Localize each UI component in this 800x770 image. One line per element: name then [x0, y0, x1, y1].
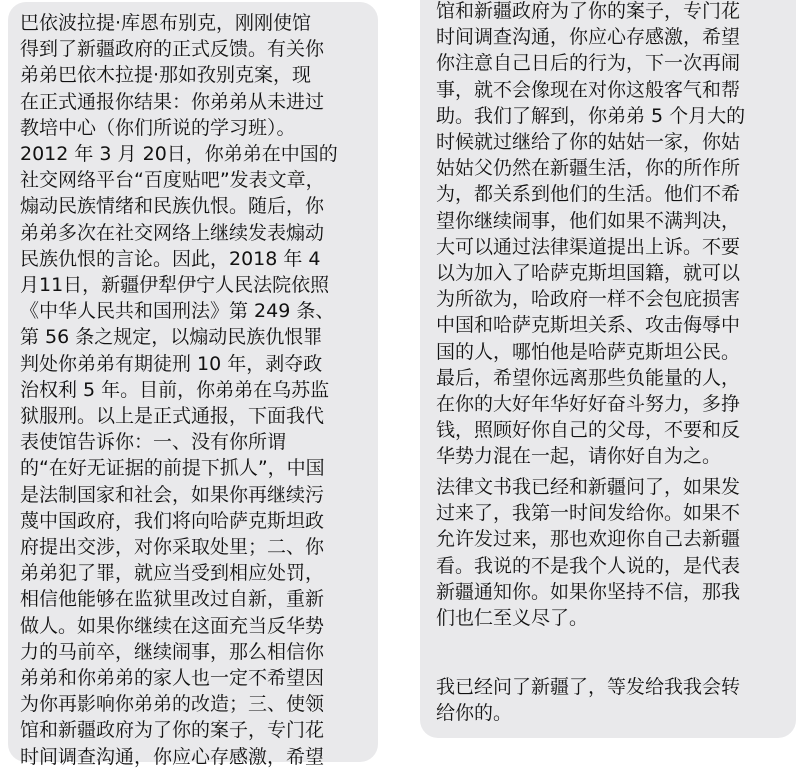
message-line: 法律文书我已经和新疆问了，如果发 [436, 476, 741, 498]
message-line: 弟弟和你弟弟的家人也一定不希望因 [20, 667, 325, 690]
message-line: 看。我说的不是我个人说的，是代表 [436, 554, 741, 577]
message-line: 为你再影响你弟弟的改造；三、使领 [20, 693, 325, 716]
message-line: 国的人，哪怕他是哈萨克斯坦公民。 [436, 340, 741, 363]
message-line: 力的马前卒，继续闹事，那么相信你 [20, 640, 325, 663]
message-line: 月11日，新疆伊犁伊宁人民法院依照 [20, 274, 330, 297]
message-line: 《中华人民共和国刑法》第 249 条、 [20, 300, 335, 323]
message-line: 在正式通报你结果：你弟弟从未进过 [20, 90, 325, 113]
message-line: 弟弟多次在社交网络上继续发表煽动 [20, 221, 325, 244]
message-line: 民族仇恨的言论。因此，2018 年 4 [20, 247, 321, 270]
message-line: 煽动民族情绪和民族仇恨。随后，你 [20, 195, 325, 218]
message-line: 华势力混在一起，请你好自为之。 [436, 445, 722, 468]
message-line: 教培中心（你们所说的学习班）。 [20, 116, 296, 139]
message-line: 馆和新疆政府为了你的案子，专门花 [436, 0, 741, 22]
message-line: 2012 年 3 月 20日，你弟弟在中国的 [20, 143, 338, 166]
left-screenshot-panel [0, 0, 396, 768]
message-line: 蔑中国政府，我们将向哈萨克斯坦政 [20, 509, 325, 532]
message-line: 允许发过来，那也欢迎你自己去新疆 [436, 528, 741, 551]
message-line: 新疆通知你。如果你坚持不信，那我 [436, 580, 741, 603]
message-line: 事，就不会像现在对你这般客气和帮 [436, 78, 741, 101]
message-line: 姑姑父仍然在新疆生活，你的所作所 [436, 157, 741, 180]
message-line: 中国和哈萨克斯坦关系、攻击侮辱中 [436, 314, 741, 337]
message-line: 第 56 条之规定，以煽动民族仇恨罪 [20, 326, 323, 349]
message-line: 时间调查沟通，你应心存感激，希望 [436, 26, 741, 49]
message-line: 相信他能够在监狱里改过自新，重新 [20, 588, 325, 611]
panel-divider [396, 0, 404, 744]
message-line: 社交网络平台“百度贴吧”发表文章， [20, 169, 325, 192]
message-line: 时候就过继给了你的姑姑一家，你姑 [436, 131, 741, 154]
message-line: 弟弟犯了罪，就应当受到相应处罚， [20, 562, 325, 585]
message-line: 馆和新疆政府为了你的案子，专门花 [20, 719, 325, 742]
message-line: 过来了，我第一时间发给你。如果不 [436, 502, 741, 525]
message-line: 得到了新疆政府的正式反馈。有关你 [20, 38, 325, 61]
message-line: 为所欲为，哈政府一样不会包庇损害 [436, 288, 741, 311]
message-bubble-embassy-notice[interactable] [8, 2, 378, 768]
message-bubble-legal-documents[interactable] [420, 470, 796, 630]
message-line: 狱服刑。以上是正式通报，下面我代 [20, 405, 325, 428]
message-line: 的“在好无证据的前提下抓人”，中国 [20, 457, 325, 480]
message-line: 府提出交涉，对你采取处里；二、你 [20, 536, 325, 559]
message-line: 时间调查沟通，你应心存感激，希望 [20, 745, 325, 768]
message-line: 在你的大好年华好好奋斗努力，多挣 [436, 393, 741, 416]
message-line: 判处你弟弟有期徒刑 10 年，剥夺政 [20, 352, 323, 375]
message-line: 是法制国家和社会，如果你再继续污 [20, 483, 325, 506]
message-bubble-will-forward[interactable] [420, 646, 796, 738]
right-screenshot-panel [404, 0, 800, 744]
message-bubble-embassy-notice-continued[interactable] [420, 0, 796, 468]
message-line: 做人。如果你继续在这面充当反华势 [20, 614, 325, 637]
message-line: 以为加入了哈萨克斯坦国籍，就可以 [436, 262, 741, 285]
message-line: 给你的。 [436, 702, 513, 725]
message-line: 最后，希望你远离那些负能量的人， [436, 366, 741, 389]
message-line: 弟弟巴依木拉提·那如孜别克案，现 [20, 64, 312, 87]
message-line: 望你继续闹事，他们如果不满判决， [436, 209, 741, 232]
message-line: 为，都关系到他们的生活。他们不希 [436, 183, 741, 206]
message-line: 治权利 5 年。目前，你弟弟在乌苏监 [20, 378, 330, 401]
message-line: 我已经问了新疆了，等发给我我会转 [436, 676, 741, 698]
message-line: 大可以通过法律渠道提出上诉。不要 [436, 235, 741, 258]
message-line: 你注意自己日后的行为，下一次再闹 [436, 52, 741, 75]
message-line: 钱，照顾好你自己的父母，不要和反 [436, 419, 741, 442]
message-line: 助。我们了解到，你弟弟 5 个月大的 [436, 104, 746, 127]
message-line: 表使馆告诉你：一、没有你所谓 [20, 431, 287, 454]
message-line: 巴依波拉提·库恩布别克，刚刚使馆 [20, 12, 312, 34]
message-line: 们也仁至义尽了。 [436, 607, 589, 630]
